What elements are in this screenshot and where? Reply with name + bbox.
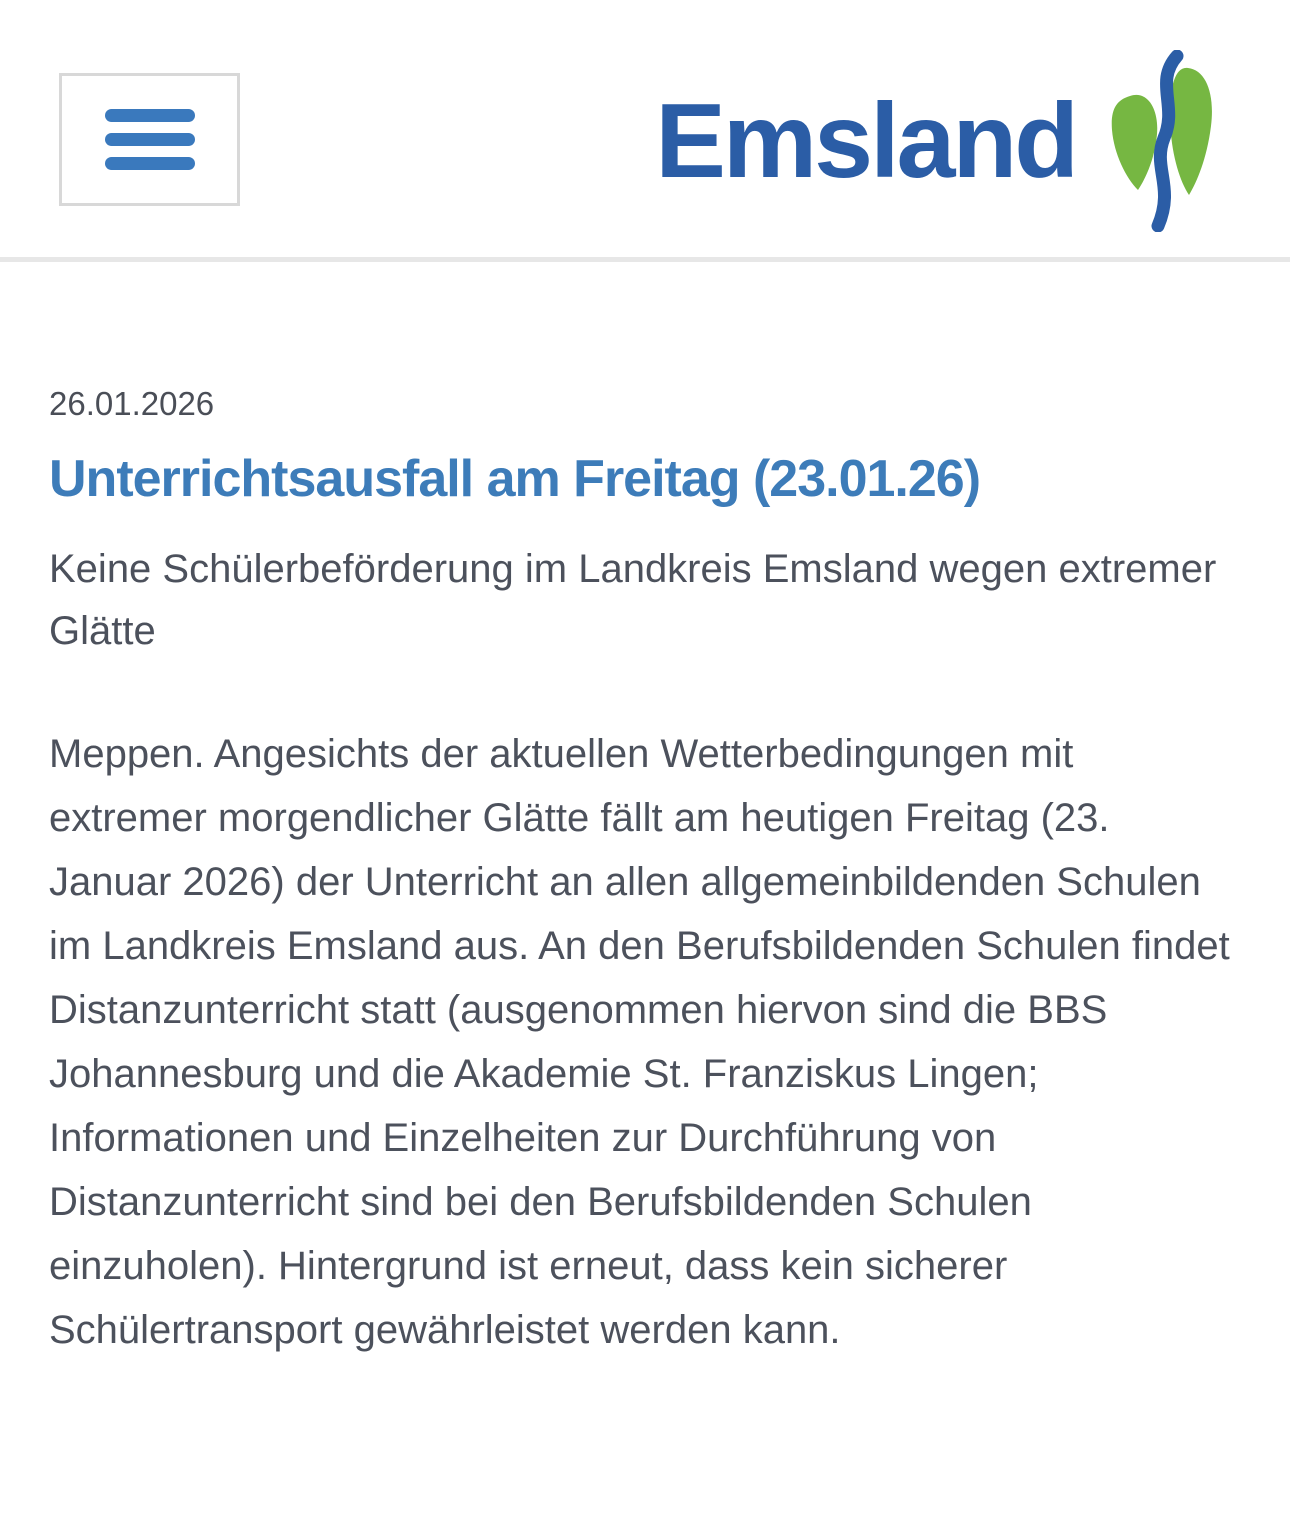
site-header [0,0,1290,262]
emsland-logo-mark-icon [1096,50,1218,232]
article-date: 26.01.2026 [49,385,215,422]
article-subtitle: Keine Schülerbeförderung im Landkreis Emsland wegen extremer Glätte [49,546,1217,653]
hamburger-bar [105,157,195,170]
hamburger-icon [105,109,195,170]
article-title: Unterrichtsausfall am Freitag (23.01.26) [49,449,981,508]
article-body: Meppen. Angesichts der aktuellen Wetterbedingungen mit extremer morgendlicher Glätte fällt am heutigen Freitag (23. Januar 2026) der Unterricht an allen allgemeinbildenden Schulen im Landkreis Emsland aus. An den Berufsbildenden Schulen findet Distanzunterricht statt (ausgenommen hiervon sind die BBS Johannesburg und die Akademie St. Franziskus Lingen; Informationen und Einzelheiten zur Durchführung von Distanzunterricht sind bei den Berufsbildenden Schulen einzuholen). Hintergrund ist erneut, dass kein sicherer Schülertransport gewährleistet werden kann. [49,731,1230,1352]
hamburger-bar [105,133,195,146]
header-divider [0,257,1290,262]
logo-text: Emsland [655,82,1076,200]
article [0,384,1290,1362]
menu-button[interactable] [59,73,240,206]
site-logo[interactable] [655,50,1218,232]
hamburger-bar [105,109,195,122]
